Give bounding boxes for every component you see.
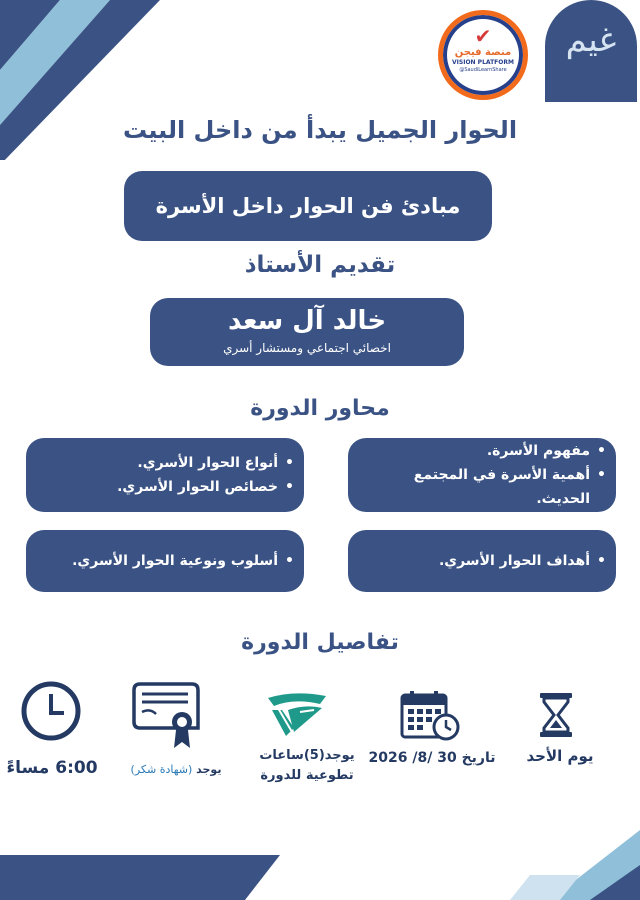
topic-item: • خصائص الحوار الأسري. [40, 475, 278, 499]
ghaim-arch-logo [545, 0, 637, 102]
certificate-note [116, 760, 236, 780]
topic-item: • أهداف الحوار الأسري. [362, 549, 590, 573]
arch-text: غيم [565, 20, 617, 60]
presenter-role: اخصائي اجتماعي ومستشار أسري [223, 341, 391, 355]
certificate-value: (شهادة شكر) [130, 763, 193, 776]
presenter-label: تقديم الأستاذ [244, 252, 396, 278]
vision-platform-logo [438, 10, 528, 100]
clock-icon [20, 680, 82, 742]
certificate-prefix: يوجد [196, 763, 222, 776]
axes-title: محاور الدورة [250, 396, 390, 421]
topic-item: • أهمية الأسرة في المجتمع الحديث. [362, 463, 590, 511]
volunteer-hours: يوجد(5)ساعات تطوعية للدورة [259, 748, 355, 783]
course-day: يوم الأحد [526, 747, 594, 765]
topic-box [348, 530, 616, 592]
headline: الحوار الجميل يبدأ من داخل البيت [122, 116, 518, 144]
topic-item: • أنواع الحوار الأسري. [40, 451, 278, 475]
course-date: تاريخ 30 /8/ 2026 [368, 750, 496, 766]
topic-item: • مفهوم الأسرة. [362, 439, 590, 463]
hourglass-icon [538, 692, 574, 738]
topic-item: • أسلوب ونوعية الحوار الأسري. [40, 549, 278, 573]
course-title-pill [124, 171, 492, 241]
course-time: 6:00 مساءً [6, 758, 98, 778]
presenter-name: خالد آل سعد [227, 306, 387, 336]
presenter-pill [150, 298, 464, 366]
topic-box [26, 438, 304, 512]
logo-english-name: VISION PLATFORM [452, 59, 514, 66]
logo-handle: @SaudiLearnShare [459, 67, 507, 73]
topic-box [26, 530, 304, 592]
calendar-clock-icon [400, 690, 462, 742]
logo-arabic-name: منصة فيجن [454, 47, 512, 58]
bottom-left-decoration [0, 845, 300, 900]
logo-emblem-icon: ✔ [474, 24, 492, 48]
course-title: مبادئ فن الحوار داخل الأسرة [155, 194, 461, 218]
details-title: تفاصيل الدورة [241, 630, 399, 655]
volunteer-logo-icon [264, 688, 330, 742]
certificate-icon [130, 678, 206, 754]
bottom-right-decoration [440, 810, 640, 900]
topic-box [348, 438, 616, 512]
